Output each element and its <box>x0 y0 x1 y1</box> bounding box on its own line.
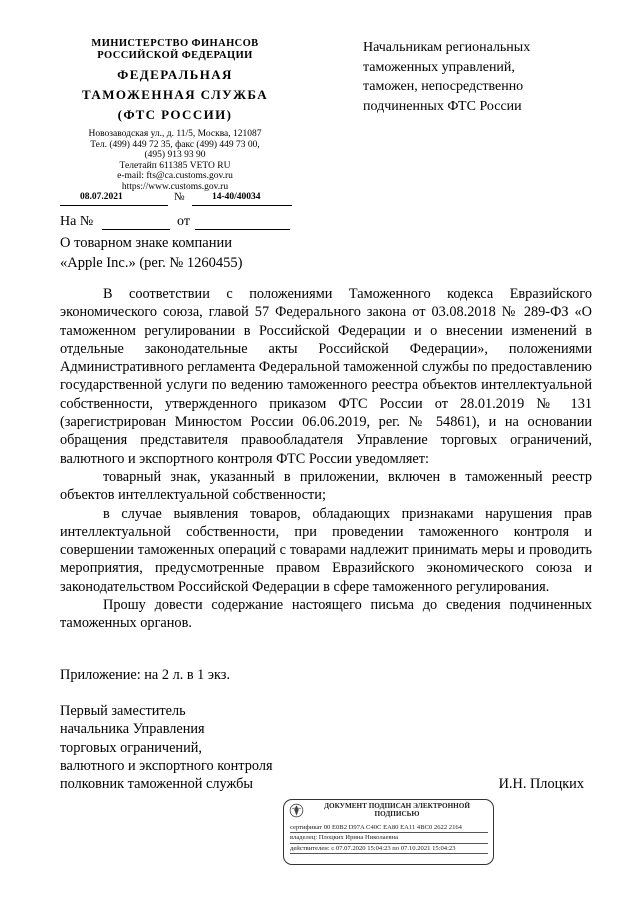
address-line: Новозаводская ул., д. 11/5, Москва, 121087 <box>88 129 262 139</box>
addressee-line1: Начальникам региональных <box>363 40 531 55</box>
stamp-header-line1: ДОКУМЕНТ ПОДПИСАН ЭЛЕКТРОННОЙ <box>324 802 470 810</box>
stamp-owner: владелец: Плоцких Ирина Николаевна <box>290 834 488 843</box>
body-paragraph-4: Прошу довести содержание настоящего письма до сведения подчиненных таможенных органов. <box>60 597 592 632</box>
emblem-icon <box>289 803 304 818</box>
addressee-line2: таможенных управлений, <box>363 59 515 75</box>
reference-line <box>60 214 300 234</box>
ministry-name-line2: РОССИЙСКОЙ ФЕДЕРАЦИИ <box>97 50 253 61</box>
ministry-name-line1: МИНИСТЕРСТВО ФИНАНСОВ <box>91 38 259 49</box>
body-paragraph-3: в случае выявления товаров, обладающих признаками нарушения прав интеллектуальной собственности, при проведении таможенного контроля и совершении таможенных операций с товарами надлежит принимать меры и проводить мероприятия, предусмотренные правом Евразийского экономического союза и законодательством Российской Федерации в сфере таможенного регулирования. <box>60 505 592 595</box>
teletype-line: Телетайп 611385 VETO RU <box>119 160 231 171</box>
addressee-block <box>363 38 593 116</box>
body-paragraph-2: товарный знак, указанный в приложении, включен в таможенный реестр объектов интеллектуальной собственности; <box>60 468 592 504</box>
reference-date-blank <box>195 229 290 230</box>
reference-number-label: На № <box>60 214 94 229</box>
signer-name: И.Н. Плоцких <box>498 776 584 793</box>
attachment-note: Приложение: на 2 л. в 1 экз. <box>60 667 231 683</box>
service-name-line1: ФЕДЕРАЛЬНАЯ <box>117 67 233 82</box>
reference-number-blank <box>102 229 170 230</box>
reference-date-label: от <box>177 214 190 229</box>
body-paragraph-1: В соответствии с положениями Таможенного кодекса Евразийского экономического союза, главой 57 Федерального закона от 03.08.2018 № 289-ФЗ «О таможенном регулировании в Российской Федерации и о внесении изменений в отдельные законодательные акты Российской Федерации», положениями Административного регламента Федеральной таможенной службы по предоставлению государственной услуги по ведению таможенного реестра объектов интеллектуальной собственности, утвержденного приказом ФТС России от 28.01.2019 № 131 (зарегистрирован Минюстом России 06.06.2019, рег. № 54861), и на основании обращения представителя правообладателя Управление торговых ограничений, валютного и экспортного контроля ФТС России уведомляет: <box>60 286 592 467</box>
signer-title-line1: Первый заместитель <box>60 703 186 719</box>
phone-line-2: (495) 913 93 90 <box>144 150 206 161</box>
signer-title-line5: полковник таможенной службы <box>60 776 254 793</box>
electronic-signature-stamp <box>283 799 494 865</box>
date-underline <box>60 205 168 206</box>
signature-block <box>60 702 592 793</box>
website-line: https://www.customs.gov.ru <box>121 181 229 192</box>
email-line: e-mail: fts@ca.customs.gov.ru <box>117 171 233 182</box>
signer-title-line3: торговых ограничений, <box>60 739 202 756</box>
letter-body <box>60 285 592 633</box>
registration-date: 08.07.2021 <box>80 192 123 202</box>
addressee-line4: подчиненных ФТС России <box>363 98 522 114</box>
service-name-line2: ТАМОЖЕННАЯ СЛУЖБА <box>81 87 268 102</box>
registration-line <box>60 190 300 208</box>
addressee-line3: таможен, непосредственно <box>363 79 524 94</box>
number-sign: № <box>174 191 185 203</box>
stamp-validity: действителен: с 07.07.2020 15:04:23 по 07.10.2021 15:04:23 <box>290 845 488 854</box>
signer-title-line2: начальника Управления <box>60 721 205 738</box>
letterhead <box>55 38 295 193</box>
subject-line2: «Apple Inc.» (рег. № 1260455) <box>60 255 243 271</box>
signer-title-line4: валютного и экспортного контроля <box>60 757 273 774</box>
registration-number: 14-40/40034 <box>212 192 261 202</box>
letter-subject <box>60 233 320 273</box>
stamp-certificate: сертификат 00 E0B2 D97A C40C EA80 EA11 4BC0 2622 2164 <box>290 824 488 833</box>
stamp-header-line2: ПОДПИСЬЮ <box>374 810 420 818</box>
phone-line: Тел. (499) 449 72 35, факс (499) 449 73 00, <box>90 139 260 150</box>
address-block <box>55 129 295 193</box>
subject-line1: О товарном знаке компании <box>60 235 232 251</box>
service-name-line3: (ФТС РОССИИ) <box>117 107 233 122</box>
number-underline <box>192 205 292 206</box>
